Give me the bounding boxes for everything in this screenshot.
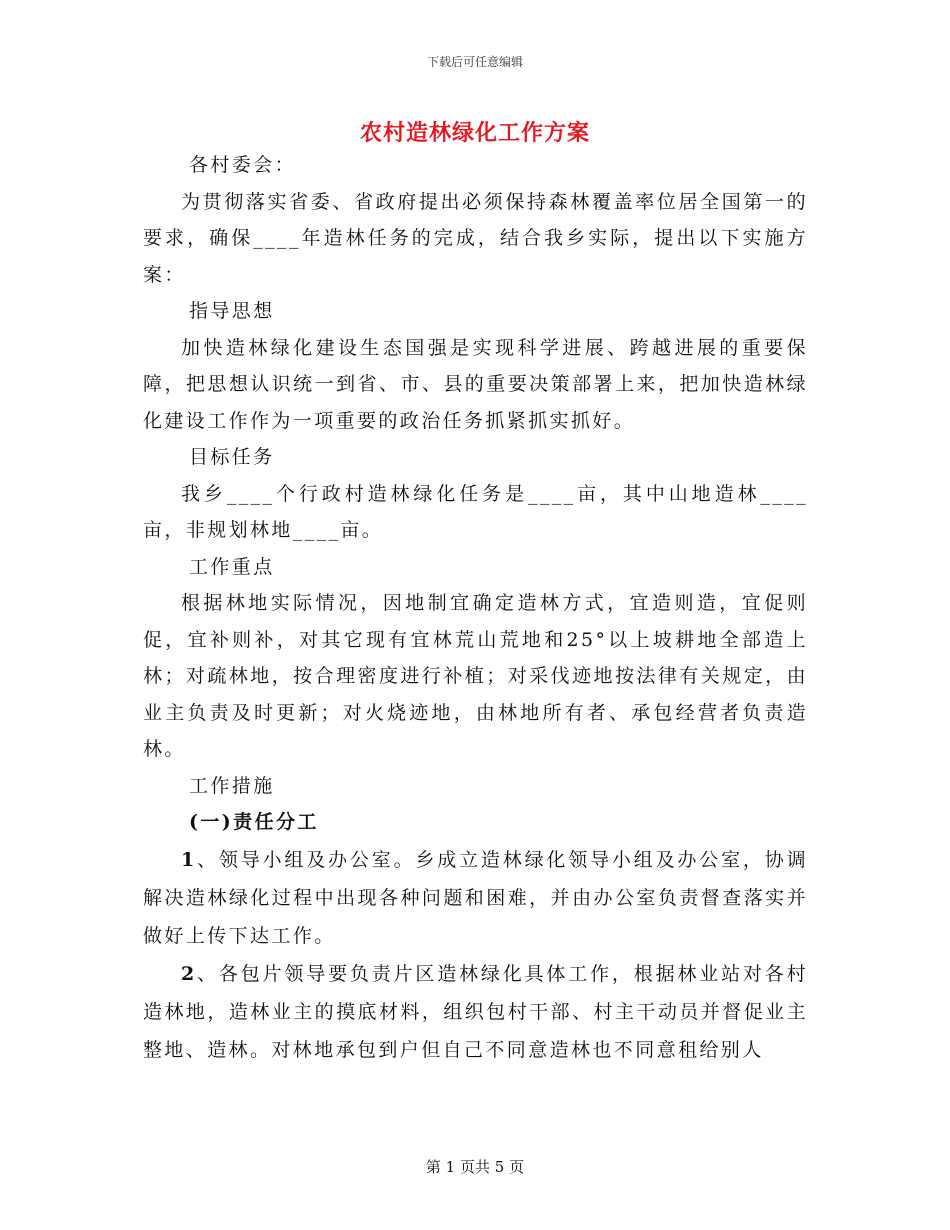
- document-title: 农村造林绿化工作方案: [359, 120, 590, 146]
- measure-item-1: [143, 841, 808, 955]
- work-focus-paragraph: 根据林地实际情况，因地制宜确定造林方式，宜造则造，宜促则促，宜补则补，对其它现有宜林荒山荒地和25°以上坡耕地全部造上林；对疏林地，按合理密度进行补植；对采伐迹地按法律有关规定，由业主负责及时更新；对火烧迹地，由林地所有者、承包经营者负责造林。: [143, 592, 808, 760]
- page-header: 下载后可任意编辑: [426, 55, 523, 69]
- item-text: 、各包片领导要负责片区造林绿化具体工作，根据林业站对各村造林地，造林业主的摸底材料，组织包村干部、村主干动员并督促业主整地、造林。对林地承包到户但自己不同意造林也不同意租给别人: [143, 962, 808, 1061]
- intro-paragraph: 为贯彻落实省委、省政府提出必须保持森林覆盖率位居全国第一的要求，确保____年造林任务的完成，结合我乡实际，提出以下实施方案：: [143, 190, 808, 286]
- section-heading-guiding-ideology: 指导思想: [189, 300, 275, 322]
- measure-item-2: [143, 955, 808, 1069]
- item-text: 、领导小组及办公室。乡成立造林绿化领导小组及办公室，协调解决造林绿化过程中出现各种问题和困难，并由办公室负责督查落实并做好上传下达工作。: [143, 848, 808, 947]
- page-footer: 第 1 页共 5 页: [425, 1158, 525, 1176]
- section-heading-targets: 目标任务: [189, 446, 275, 468]
- section-heading-work-measures: 工作措施: [189, 774, 275, 797]
- subsection-heading-responsibility: (一)责任分工: [189, 811, 319, 833]
- targets-paragraph: 我乡____个行政村造林绿化任务是____亩，其中山地造林____亩，非规划林地____亩。: [143, 482, 808, 541]
- salutation: 各村委会：: [189, 154, 297, 176]
- item-number: 2: [181, 962, 197, 985]
- document-body: [143, 147, 808, 1069]
- guiding-ideology-paragraph: 加快造林绿化建设生态国强是实现科学进展、跨越进展的重要保障，把思想认识统一到省、市、县的重要决策部署上来，把加快造林绿化建设工作作为一项重要的政治任务抓紧抓实抓好。: [143, 336, 808, 432]
- section-heading-work-focus: 工作重点: [189, 555, 275, 578]
- item-number: 1: [181, 848, 197, 871]
